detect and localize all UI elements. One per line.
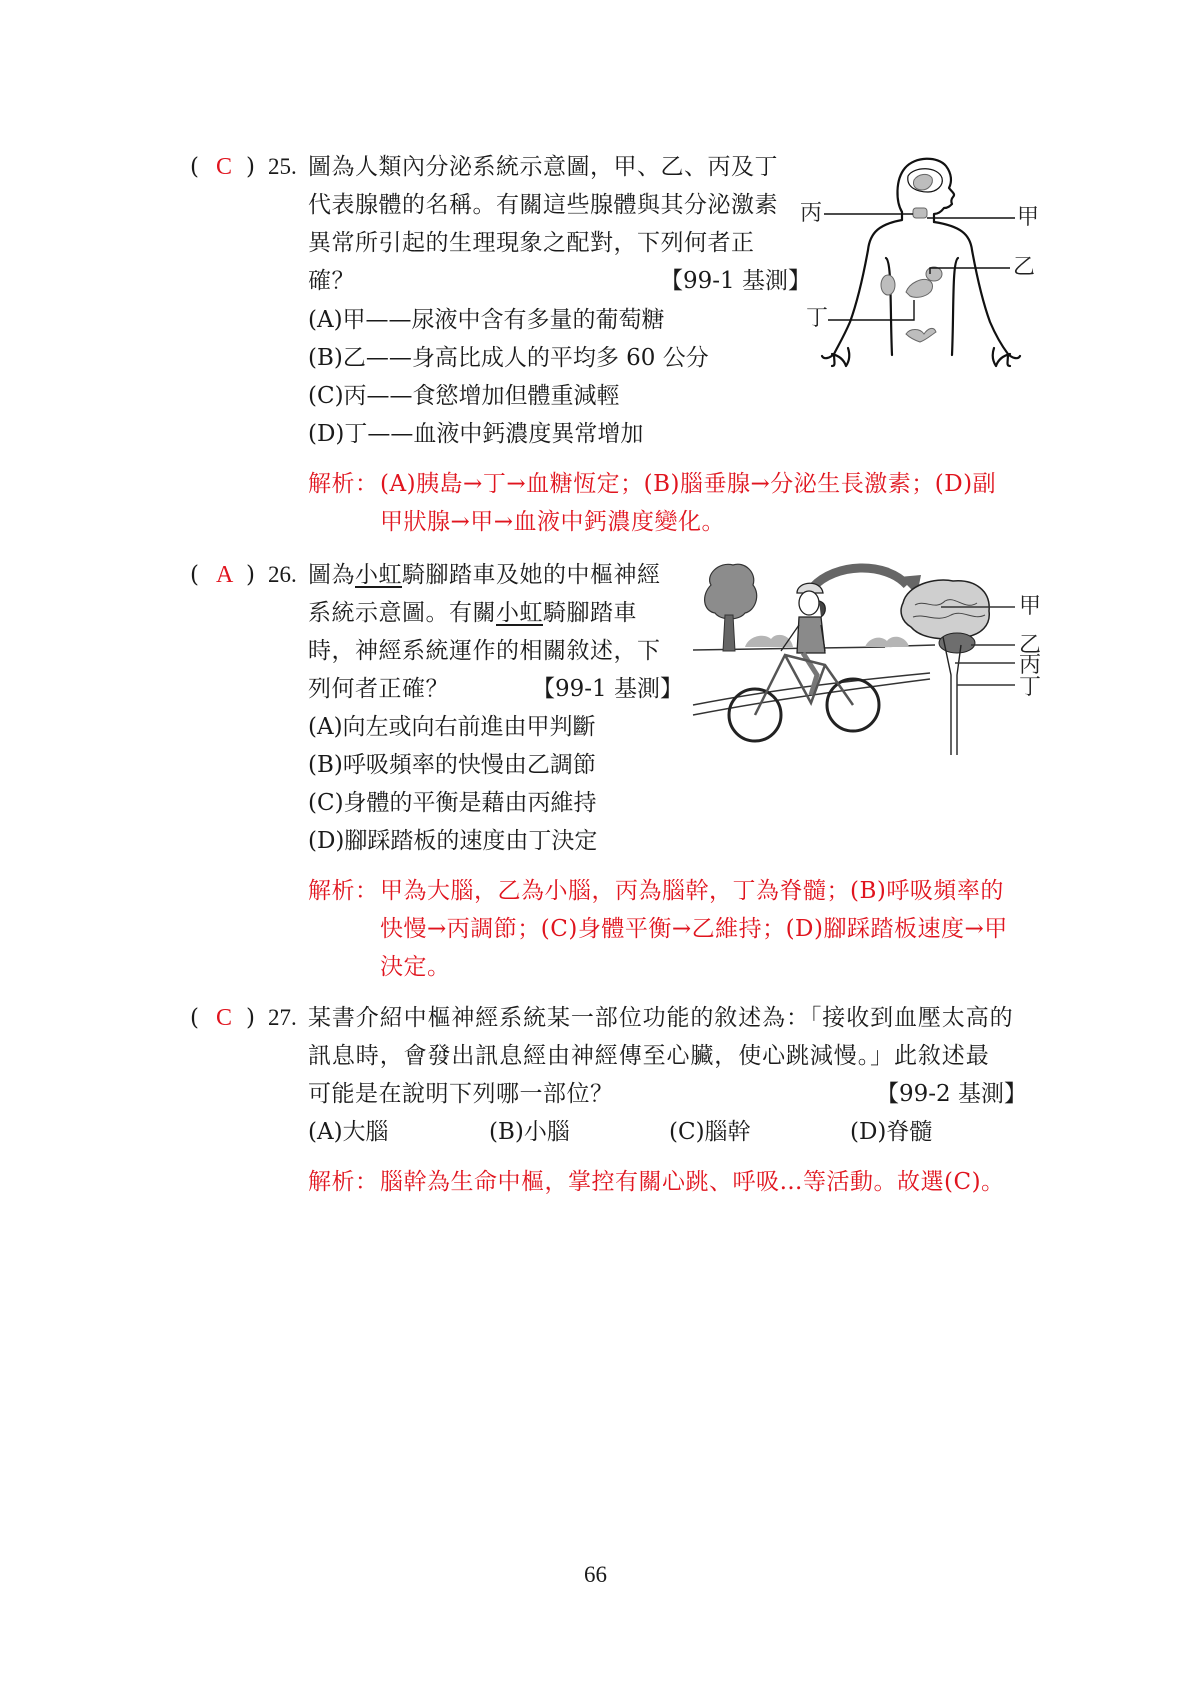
exam-source: 【99-2 基測】 [876,1081,1027,1107]
stem-line-3: 異常所引起的生理現象之配對，下列何者正 [308,230,755,256]
stem-line-3: 時，神經系統運作的相關敘述，下 [308,638,661,664]
option-d: (D)脊髓 [850,1119,933,1145]
option-d: (D)腳踩踏板的速度由丁決定 [308,828,598,854]
answer-paren-close: ) [246,1005,255,1031]
stem-line-4: 確？ [308,268,355,294]
stem-text: 騎腳踏車 [543,600,637,626]
question-number: 26. [268,562,297,587]
stem-line-1: 某書介紹中樞神經系統某一部位功能的敘述為：「接收到血壓太高的 [308,1005,1014,1031]
answer-letter: A [216,562,234,588]
analysis-label: 解析： [308,471,379,497]
analysis-line-1: 腦幹為生命中樞，掌控有關心跳、呼吸…等活動。故選(C)。 [380,1169,1005,1195]
human-body-outline-icon [810,150,1040,370]
stem-line-2 [308,598,637,628]
answer-paren-open: ( [190,562,199,588]
stem-line-4: 列何者正確？ [308,676,449,702]
cyclist-and-brain-illustration-icon [685,555,1025,755]
label-jia: 甲 [1019,594,1042,619]
answer-letter: C [216,154,233,180]
stem-line-1: 圖為人類內分泌系統示意圖，甲、乙、丙及丁 [308,154,778,180]
option-a: (A)甲——尿液中含有多量的葡萄糖 [308,307,665,333]
label-ding: 丁 [1019,675,1042,700]
option-b: (B)呼吸頻率的快慢由乙調節 [308,752,596,778]
stem-text: 系統示意圖。有關 [308,600,496,626]
option-c: (C)身體的平衡是藉由丙維持 [308,790,597,816]
analysis-label: 解析： [308,878,379,904]
answer-paren-close: ) [246,154,255,180]
label-ding: 丁 [806,306,829,331]
label-yi: 乙 [1013,255,1036,280]
answer-paren-open: ( [190,1005,199,1031]
option-c: (C)腦幹 [669,1119,751,1145]
option-a: (A)大腦 [308,1119,389,1145]
option-d: (D)丁——血液中鈣濃度異常增加 [308,421,644,447]
stem-line-1 [308,560,661,590]
option-b: (B)小腦 [489,1119,570,1145]
stem-line-3: 可能是在說明下列哪一部位？ [308,1081,614,1107]
question-number: 25. [268,154,297,179]
label-bing: 丙 [800,201,823,226]
person-name: 小虹 [355,562,402,588]
analysis-line-1: 甲為大腦，乙為小腦，丙為腦幹，丁為脊髓；(B)呼吸頻率的 [380,878,1004,904]
question-number: 27. [268,1005,297,1030]
answer-paren-open: ( [190,154,199,180]
analysis-label: 解析： [308,1169,379,1195]
label-yi: 乙 [1019,633,1042,658]
endocrine-diagram [800,150,1040,370]
exam-source: 【99-1 基測】 [532,676,683,702]
analysis-line-2: 快慢→丙調節；(C)身體平衡→乙維持；(D)腳踩踏板速度→甲 [380,916,1008,942]
analysis-line-1: (A)胰島→丁→血糖恆定；(B)腦垂腺→分泌生長激素；(D)副 [380,471,997,497]
stem-text: 騎腳踏車及她的中樞神經 [402,562,661,588]
label-bing: 丙 [1019,653,1042,678]
option-c: (C)丙——食慾增加但體重減輕 [308,383,620,409]
analysis-line-3: 決定。 [380,954,451,980]
cyclist-brain-diagram [685,555,1042,755]
option-a: (A)向左或向右前進由甲判斷 [308,714,596,740]
stem-line-2: 訊息時，會發出訊息經由神經傳至心臟，使心跳減慢。」此敘述最 [308,1043,990,1069]
stem-line-2: 代表腺體的名稱。有關這些腺體與其分泌激素 [308,192,778,218]
analysis-line-2: 甲狀腺→甲→血液中鈣濃度變化。 [380,509,726,535]
answer-letter: C [216,1005,233,1031]
option-b: (B)乙——身高比成人的平均多 60 公分 [308,345,709,371]
label-jia: 甲 [1017,205,1040,230]
exam-source: 【99-1 基測】 [660,268,811,294]
person-name: 小虹 [496,600,543,626]
stem-text: 圖為 [308,562,355,588]
answer-paren-close: ) [246,562,255,588]
page-number: 66 [584,1562,607,1587]
